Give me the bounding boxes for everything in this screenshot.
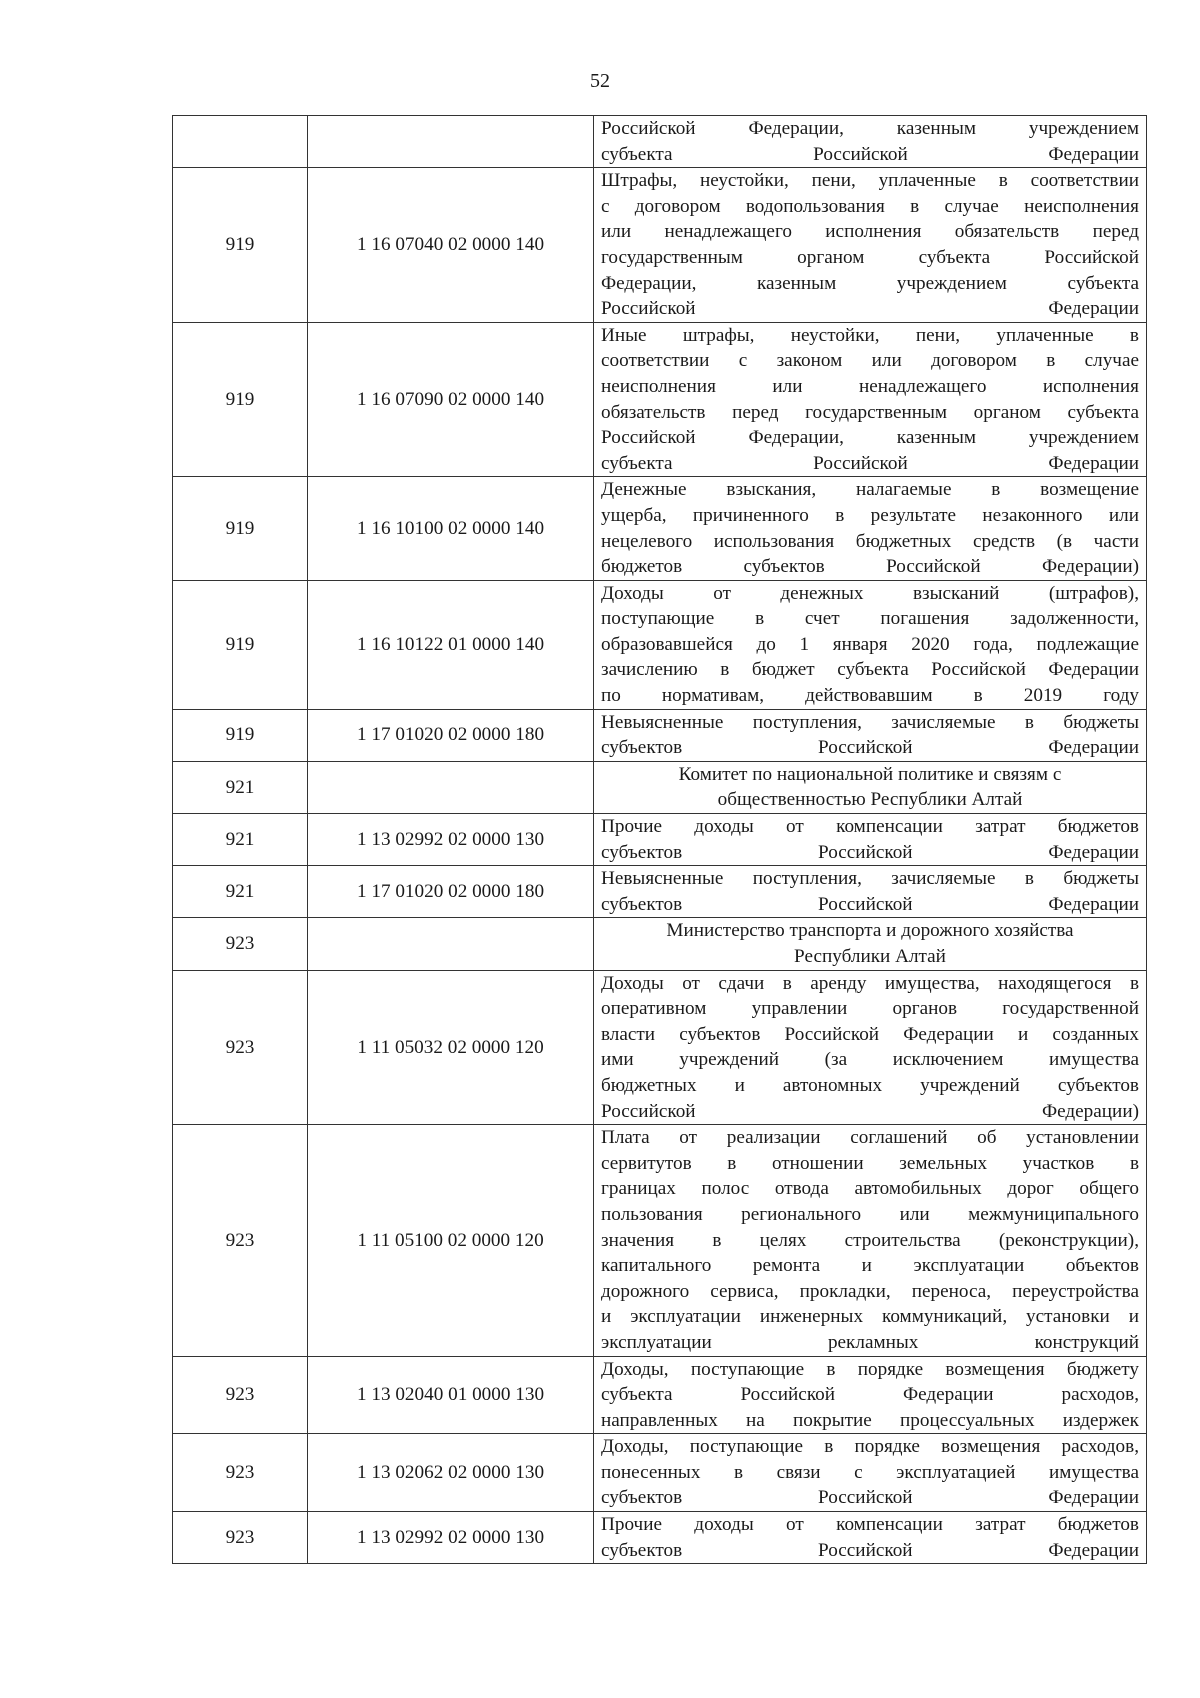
table-row (173, 168, 1147, 323)
name-line: понесенных в связи с эксплуатацией имущества (601, 1461, 1139, 1483)
revenue-code-cell (308, 918, 594, 970)
name-line: общественностью Республики Алтай (717, 789, 1023, 811)
revenue-name-cell (594, 814, 1147, 866)
revenue-name-cell (594, 970, 1147, 1125)
revenue-name-cell (594, 580, 1147, 709)
admin-code-cell: 923 (173, 1125, 308, 1356)
admin-code-cell: 919 (173, 477, 308, 580)
revenue-code-cell: 1 17 01020 02 0000 180 (308, 709, 594, 761)
name-line: нецелевого использования бюджетных средств (в части (601, 530, 1139, 552)
name-line: поступающие в счет погашения задолженности, (601, 608, 1139, 630)
table-row (173, 709, 1147, 761)
name-line: границах полос отвода автомобильных дорог общего (601, 1178, 1139, 1200)
admin-code-cell: 923 (173, 1434, 308, 1512)
name-line: субъекта Российской Федерации расходов, (601, 1384, 1139, 1406)
revenue-code-cell: 1 16 07090 02 0000 140 (308, 322, 594, 477)
revenue-code-cell: 1 13 02040 01 0000 130 (308, 1356, 594, 1434)
page-number: 52 (590, 70, 610, 92)
name-line: дорожного сервиса, прокладки, переноса, переустройства (601, 1280, 1139, 1302)
name-line: субъектов Российской Федерации (601, 1487, 1139, 1509)
revenue-name-cell (594, 1125, 1147, 1356)
name-line: бюджетов субъектов Российской Федерации) (601, 556, 1139, 578)
revenue-code-cell: 1 17 01020 02 0000 180 (308, 866, 594, 918)
revenue-name-cell (594, 116, 1147, 168)
admin-code-cell: 921 (173, 866, 308, 918)
admin-code-cell: 921 (173, 814, 308, 866)
name-line: Невыясненные поступления, зачисляемые в бюджеты (601, 711, 1139, 733)
name-line: или ненадлежащего исполнения обязательств перед (601, 221, 1139, 243)
name-line: обязательств перед государственным органом субъекта (601, 401, 1139, 423)
name-line: субъекта Российской Федерации (601, 452, 1139, 474)
name-line: Доходы от сдачи в аренду имущества, находящегося в (601, 972, 1139, 994)
table-row (173, 970, 1147, 1125)
administrator-name-cell (594, 918, 1147, 970)
name-line: зачислению в бюджет субъекта Российской Федерации (601, 659, 1139, 681)
name-line: ущерба, причиненного в результате незаконного или (601, 504, 1139, 526)
admin-code-cell: 919 (173, 709, 308, 761)
table-row (173, 580, 1147, 709)
table-body (173, 116, 1147, 1564)
table-row (173, 918, 1147, 970)
name-line: сервитутов в отношении земельных участков в (601, 1152, 1139, 1174)
name-line: Федерации, казенным учреждением субъекта (601, 272, 1139, 294)
name-line: Республики Алтай (794, 946, 946, 967)
revenue-name-cell (594, 168, 1147, 323)
revenue-code-cell: 1 13 02992 02 0000 130 (308, 1512, 594, 1564)
name-line: Российской Федерации, казенным учреждением (601, 427, 1139, 449)
table-row (173, 761, 1147, 813)
admin-code-cell: 919 (173, 322, 308, 477)
revenue-name-cell (594, 866, 1147, 918)
name-line: ими учреждений (за исключением имущества (601, 1049, 1139, 1071)
admin-code-cell: 923 (173, 1356, 308, 1434)
name-line: бюджетных и автономных учреждений субъектов (601, 1074, 1139, 1096)
name-line: государственным органом субъекта Российской (601, 246, 1139, 268)
revenue-code-cell (308, 116, 594, 168)
table-row (173, 1125, 1147, 1356)
admin-code-cell: 921 (173, 761, 308, 813)
name-line: соответствии с законом или договором в случае (601, 350, 1139, 372)
table-row (173, 116, 1147, 168)
name-line: Доходы, поступающие в порядке возмещения расходов, (601, 1436, 1139, 1458)
admin-code-cell (173, 116, 308, 168)
name-line: пользования регионального или межмуниципального (601, 1203, 1139, 1225)
admin-code-cell: 923 (173, 918, 308, 970)
name-line: Комитет по национальной политике и связям с (678, 763, 1062, 785)
name-line: с договором водопользования в случае неисполнения (601, 195, 1139, 217)
name-line: неисполнения или ненадлежащего исполнения (601, 375, 1139, 397)
name-line: Невыясненные поступления, зачисляемые в бюджеты (601, 868, 1139, 890)
table-row (173, 1356, 1147, 1434)
name-line: субъектов Российской Федерации (601, 893, 1139, 915)
revenue-code-cell: 1 11 05032 02 0000 120 (308, 970, 594, 1125)
name-line: власти субъектов Российской Федерации и созданных (601, 1023, 1139, 1045)
name-line: образовавшейся до 1 января 2020 года, подлежащие (601, 633, 1139, 655)
table-row (173, 477, 1147, 580)
name-line: Прочие доходы от компенсации затрат бюджетов (601, 816, 1139, 838)
name-line: субъектов Российской Федерации (601, 841, 1139, 863)
admin-code-cell: 923 (173, 1512, 308, 1564)
table-row (173, 1512, 1147, 1564)
revenue-codes-table (172, 115, 1147, 1564)
name-line: Министерство транспорта и дорожного хозяйства (666, 920, 1074, 942)
name-line: Доходы от денежных взысканий (штрафов), (601, 582, 1139, 604)
revenue-code-cell: 1 13 02062 02 0000 130 (308, 1434, 594, 1512)
name-line: субъектов Российской Федерации (601, 737, 1139, 759)
admin-code-cell: 919 (173, 168, 308, 323)
revenue-code-cell: 1 16 07040 02 0000 140 (308, 168, 594, 323)
name-line: субъекта Российской Федерации (601, 143, 1139, 165)
revenue-name-cell (594, 477, 1147, 580)
name-line: Прочие доходы от компенсации затрат бюджетов (601, 1514, 1139, 1536)
name-line: Денежные взыскания, налагаемые в возмещение (601, 479, 1139, 501)
table-row (173, 866, 1147, 918)
name-line: Российской Федерации) (601, 1100, 1139, 1122)
name-line: Штрафы, неустойки, пени, уплаченные в соответствии (601, 170, 1139, 192)
revenue-name-cell (594, 1512, 1147, 1564)
name-line: субъектов Российской Федерации (601, 1539, 1139, 1561)
name-line: оперативном управлении органов государственной (601, 998, 1139, 1020)
name-line: капитального ремонта и эксплуатации объектов (601, 1255, 1139, 1277)
administrator-name-cell (594, 761, 1147, 813)
name-line: Российской Федерации (601, 298, 1139, 320)
revenue-code-cell: 1 16 10122 01 0000 140 (308, 580, 594, 709)
table-row (173, 814, 1147, 866)
table-row (173, 322, 1147, 477)
name-line: Российской Федерации, казенным учреждением (601, 118, 1139, 139)
name-line: значения в целях строительства (реконструкции), (601, 1229, 1139, 1251)
revenue-code-cell: 1 11 05100 02 0000 120 (308, 1125, 594, 1356)
name-line: Плата от реализации соглашений об установлении (601, 1127, 1139, 1149)
revenue-name-cell (594, 322, 1147, 477)
name-line: Доходы, поступающие в порядке возмещения бюджету (601, 1358, 1139, 1380)
name-line: и эксплуатации инженерных коммуникаций, установки и (601, 1306, 1139, 1328)
name-line: направленных на покрытие процессуальных издержек (601, 1409, 1139, 1431)
revenue-code-cell: 1 13 02992 02 0000 130 (308, 814, 594, 866)
name-line: Иные штрафы, неустойки, пени, уплаченные в (601, 324, 1139, 346)
table-row (173, 1434, 1147, 1512)
revenue-code-cell: 1 16 10100 02 0000 140 (308, 477, 594, 580)
revenue-name-cell (594, 709, 1147, 761)
revenue-code-cell (308, 761, 594, 813)
revenue-name-cell (594, 1434, 1147, 1512)
name-line: эксплуатации рекламных конструкций (601, 1331, 1139, 1353)
admin-code-cell: 919 (173, 580, 308, 709)
admin-code-cell: 923 (173, 970, 308, 1125)
name-line: по нормативам, действовавшим в 2019 году (601, 685, 1139, 707)
revenue-name-cell (594, 1356, 1147, 1434)
